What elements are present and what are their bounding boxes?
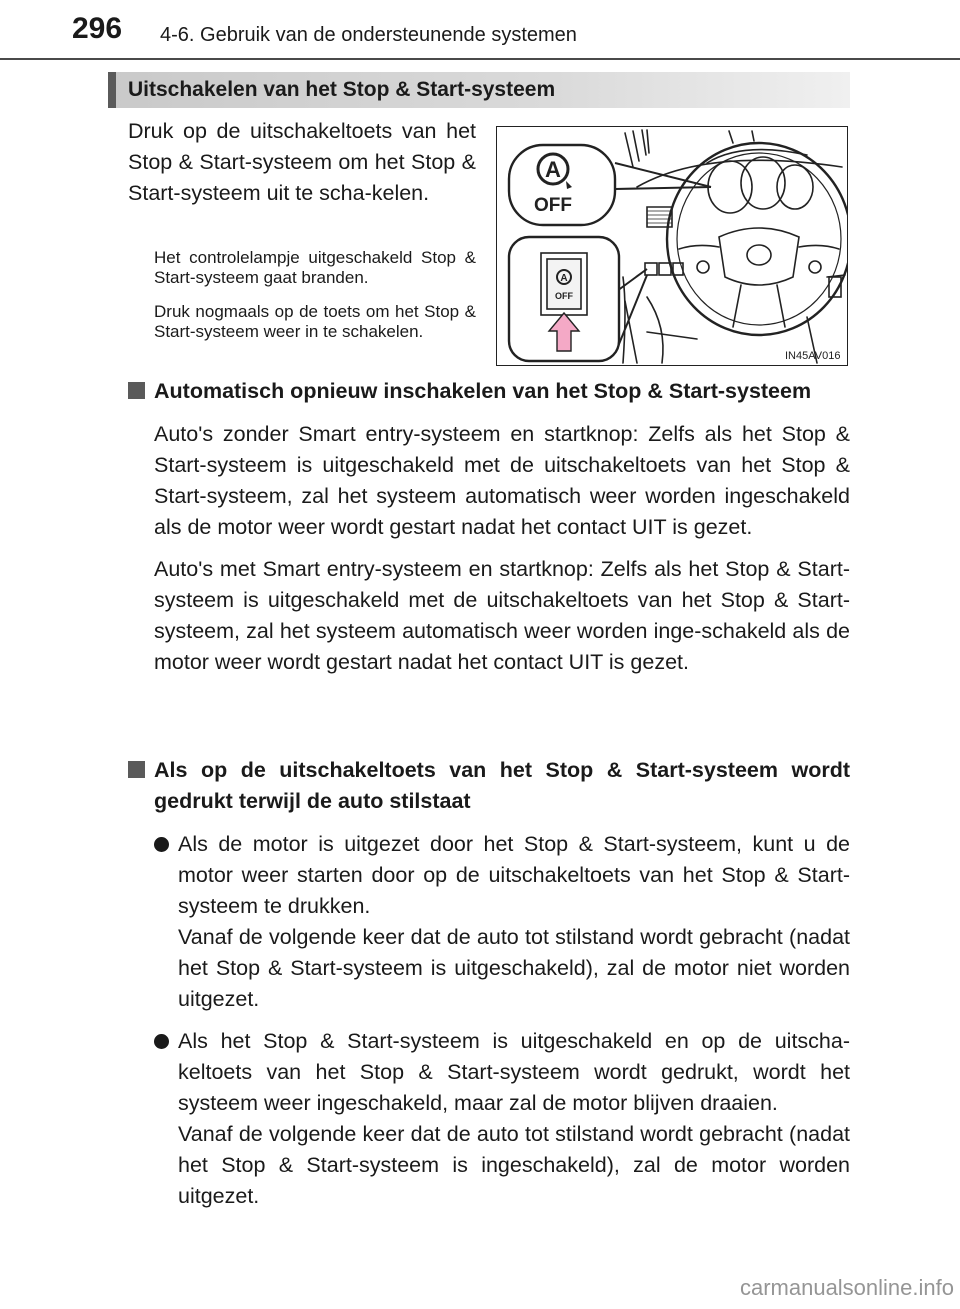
square-bullet-icon [128,761,145,778]
list-item [128,1026,850,1212]
paragraph-with-smart-entry: Auto's met Smart entry-systeem en startknop: Zelfs als het Stop & Start-systeem is uitgeschakeld met de uitschakeltoets van het Stop & Start-systeem, zal het systeem automatisch weer worden inge-schakeld als de motor weer wordt gestart nadat het contact UIT is gezet. [154,557,850,674]
bullet-text: Als de motor is uitgezet door het Stop & Start-systeem, kunt u de motor weer starten door op de uitschakeltoets van het Stop & Start-systeem te drukken. [178,832,850,918]
chapter-title: 4-6. Gebruik van de ondersteunende systemen [160,24,577,46]
subsection-heading [128,755,850,817]
page-number: 296 [72,12,123,45]
intro-paragraph: Druk op de uitschakeltoets van het Stop & Start-systeem om het Stop & Start-systeem uit te scha-kelen. [128,119,476,205]
bullet-dot-icon [154,1034,169,1049]
off-label-large: OFF [534,195,572,216]
svg-text:A: A [560,273,568,284]
square-bullet-icon [128,382,145,399]
note-indicator-light: Het controlelampje uitgeschakeld Stop & Start-systeem gaat branden. [154,248,476,287]
svg-text:A: A [545,157,561,182]
bullet-dot-icon [154,837,169,852]
figure-code: IN45AV016 [785,350,841,362]
section-heading-bar [108,72,850,108]
subsection-pressed-while-stopped [128,755,850,1212]
bullet-continuation: Vanaf de volgende keer dat de auto tot stilstand wordt gebracht (nadat het Stop & Start-systeem is ingeschakeld), zal de motor worden uitgezet. [178,1122,850,1208]
subsection-heading-text: Automatisch opnieuw inschakelen van het Stop & Start-systeem [154,379,812,403]
dashboard-drawing [497,127,847,365]
list-item [128,829,850,1015]
off-label-small: OFF [555,291,573,301]
subsection-heading-text: Als op de uitschakeltoets van het Stop & Start-systeem wordt gedrukt terwijl de auto stilstaat [154,758,850,813]
subsection-auto-reenable [128,376,850,678]
paragraph-without-smart-entry: Auto's zonder Smart entry-systeem en startknop: Zelfs als het Stop & Start-systeem is uitgeschakeld met de uitschakeltoets van het Stop & Start-systeem, zal het systeem automatisch weer worden ingeschakeld als de motor weer wordt gestart nadat het contact UIT is gezet. [154,422,850,539]
off-button-location-callout [509,237,647,361]
watermark: carmanualsonline.info [739,1275,954,1300]
dashboard-illustration [496,126,848,366]
section-heading: Uitschakelen van het Stop & Start-systeem [128,78,556,101]
bullet-continuation: Vanaf de volgende keer dat de auto tot stilstand wordt gebracht (nadat het Stop & Start-systeem is uitgeschakeld), zal de motor niet worden uitgezet. [178,925,850,1011]
bullet-text: Als het Stop & Start-systeem is uitgeschakeld en op de uitscha-keltoets van het Stop & Start-systeem wordt gedrukt, wordt het systeem weer ingeschakeld, maar zal de motor blijven draaien. [178,1029,850,1115]
section-bar-accent [108,72,116,108]
note-re-enable: Druk nogmaals op de toets om het Stop & Start-systeem weer in te schakelen. [154,302,476,341]
subsection-heading [128,376,850,407]
header-divider [0,58,960,60]
